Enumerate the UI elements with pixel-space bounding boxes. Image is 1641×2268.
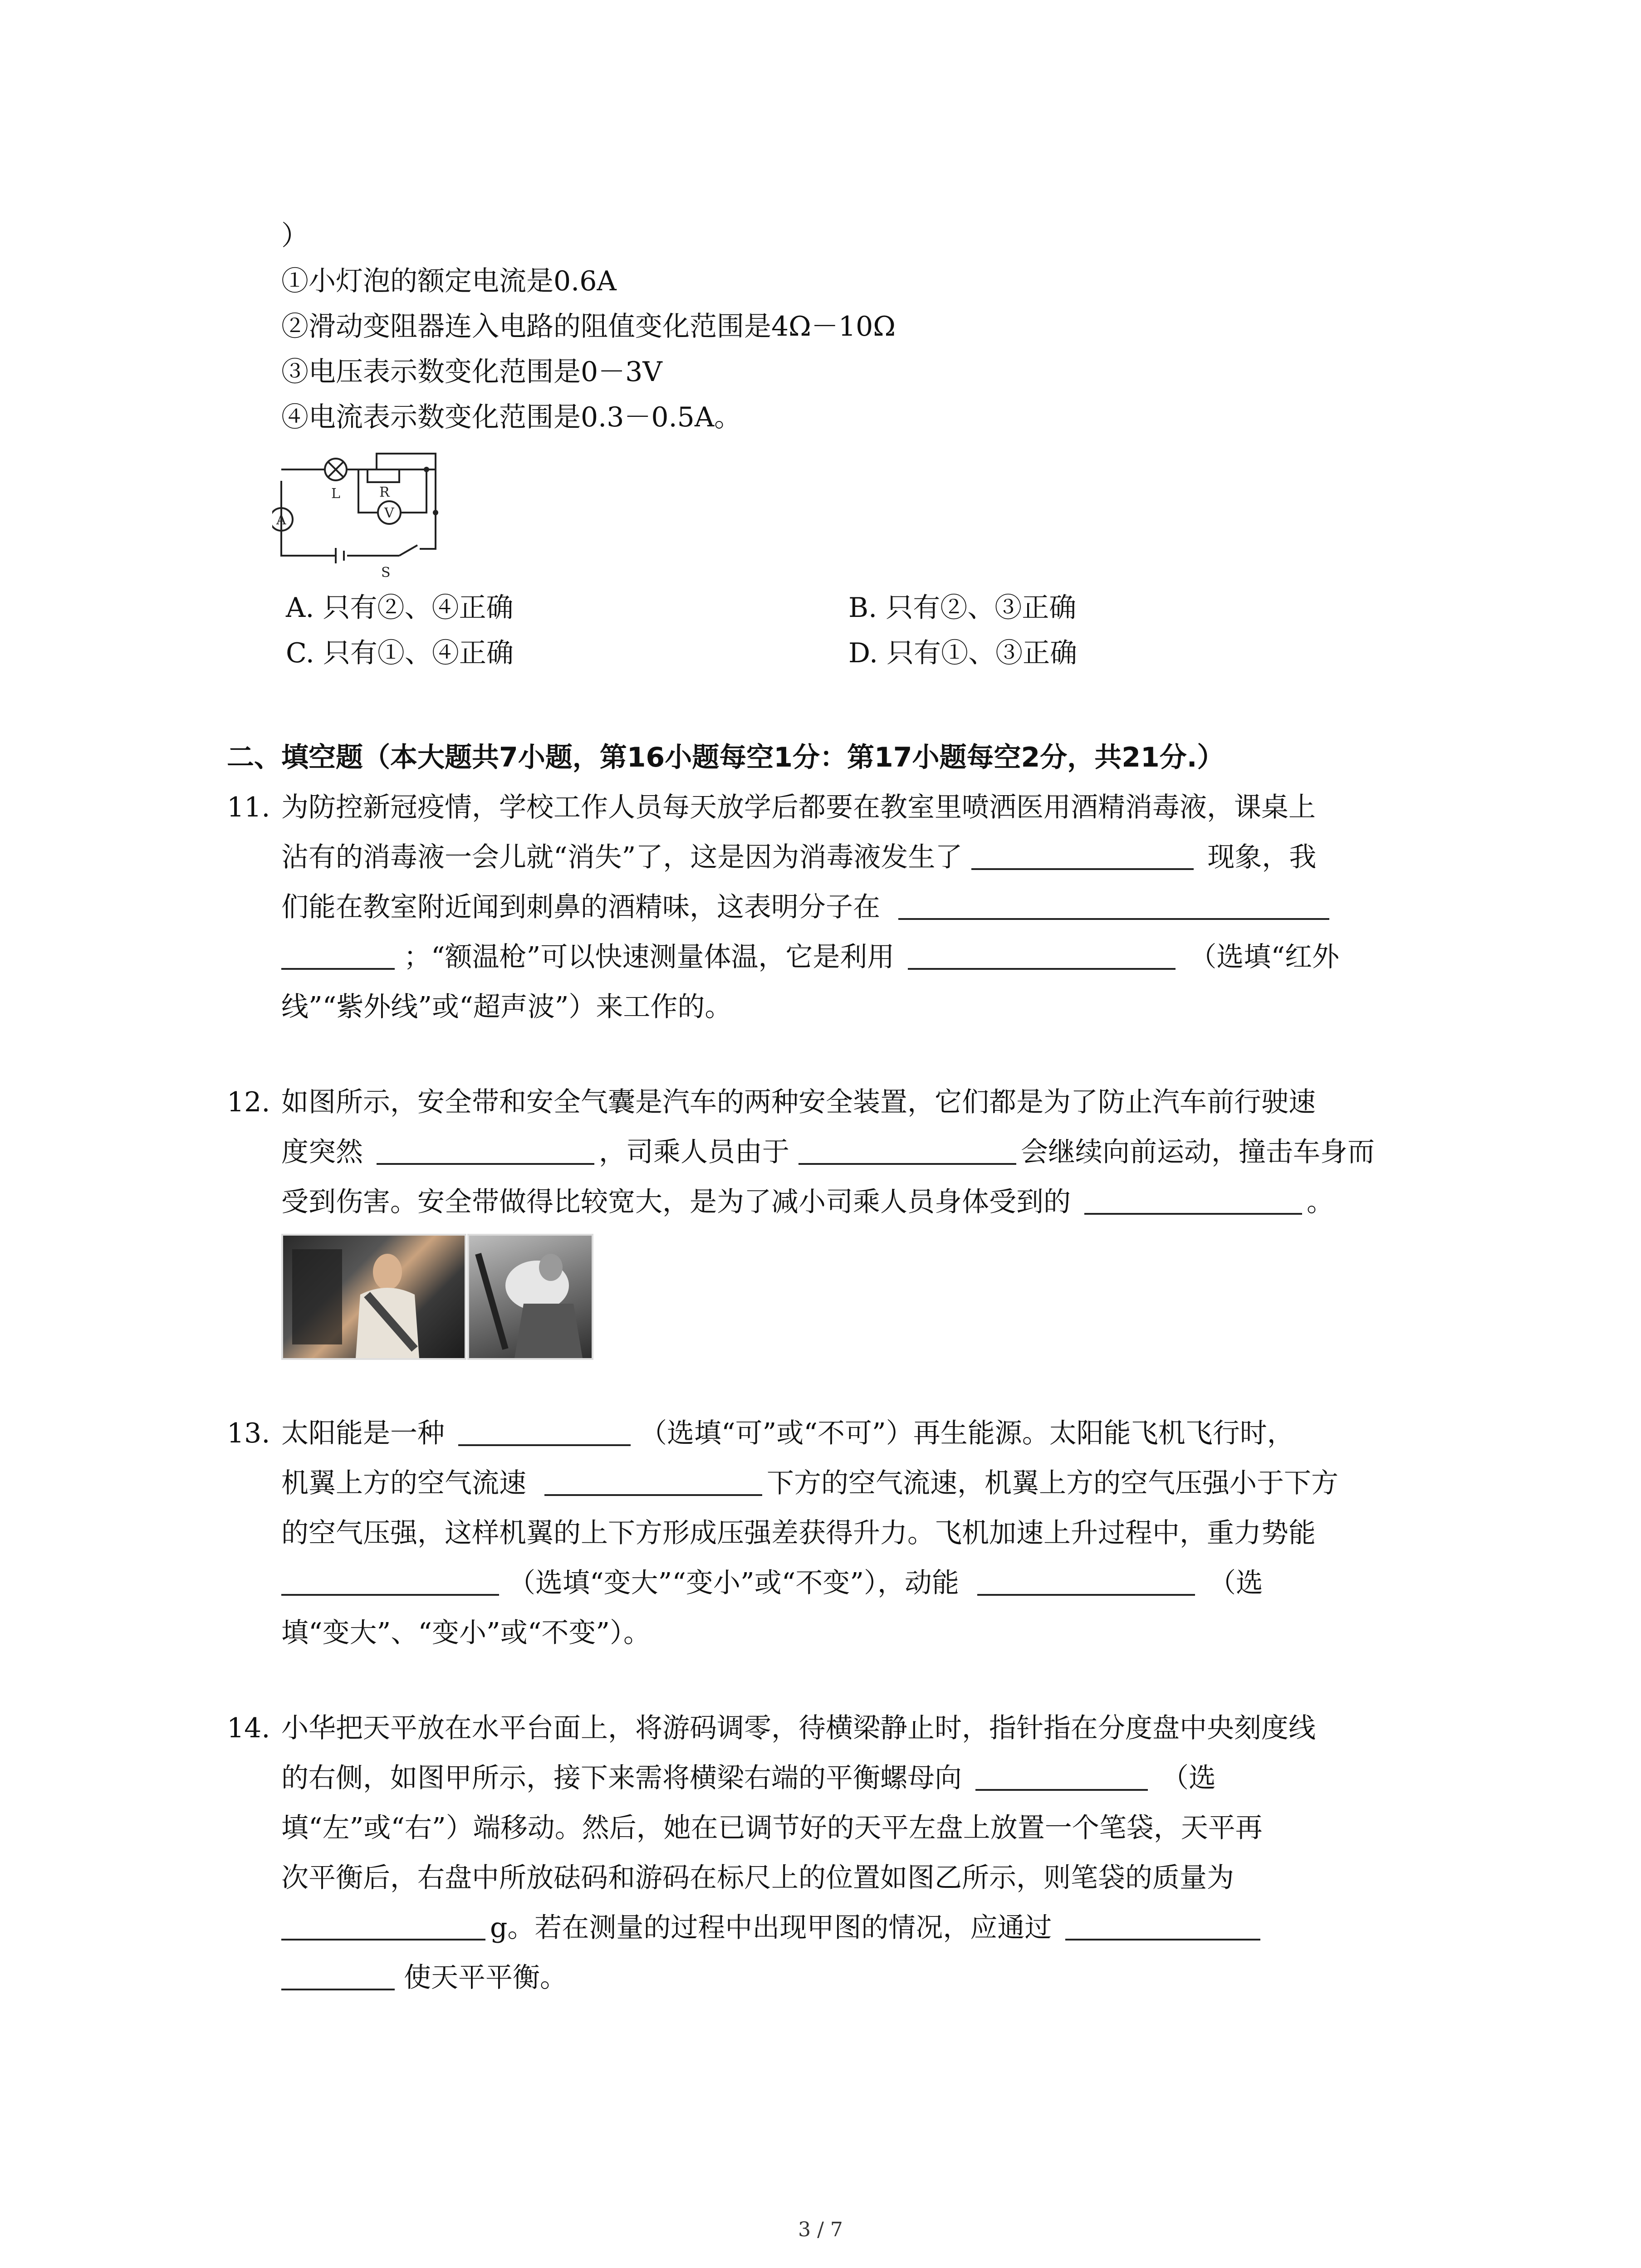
airbag-photo bbox=[467, 1234, 593, 1360]
q12-text-3b: 。 bbox=[1307, 1186, 1334, 1218]
q12-blank-1[interactable] bbox=[377, 1135, 594, 1165]
q11-text-2a: 沾有的消毒液一会儿就“消失”了，这是因为消毒液发生了 bbox=[281, 841, 963, 873]
q11-text-4a: ；“额温枪”可以快速测量体温，它是利用 bbox=[404, 941, 895, 973]
q13-line-2 bbox=[281, 1461, 1338, 1506]
q13-number: 13. bbox=[227, 1418, 270, 1449]
q11-line-1: 为防控新冠疫情，学校工作人员每天放学后都要在教室里喷洒医用酒精消毒液，课桌上 bbox=[281, 792, 1316, 823]
q13-text-2a: 机翼上方的空气流速 bbox=[281, 1467, 526, 1499]
q13-line-5: 填“变大”、“变小”或“不变”）。 bbox=[281, 1617, 651, 1649]
q12-line-2 bbox=[281, 1129, 1375, 1175]
q11-blank-2-cont[interactable] bbox=[281, 940, 395, 970]
q11-number: 11. bbox=[227, 792, 270, 823]
q11-text-2b: 现象，我 bbox=[1207, 841, 1317, 873]
q14-number: 14. bbox=[227, 1712, 270, 1744]
q13-text-4b: （选 bbox=[1209, 1567, 1264, 1599]
seatbelt-photo bbox=[281, 1234, 466, 1360]
q12-line-1: 如图所示，安全带和安全气囊是汽车的两种安全装置，它们都是为了防止汽车前行驶速 bbox=[281, 1086, 1316, 1118]
q12-text-2b: ，司乘人员由于 bbox=[599, 1136, 789, 1168]
q13-line-4 bbox=[281, 1560, 1263, 1606]
q13-text-4a: （选填“变大”“变小”或“不变”），动能 bbox=[508, 1567, 960, 1599]
q10-statement-1: ①小灯泡的额定电流是0.6A bbox=[281, 265, 617, 297]
q11-line-3 bbox=[281, 885, 1329, 930]
q13-blank-2[interactable] bbox=[544, 1466, 762, 1496]
q12-text-2a: 度突然 bbox=[281, 1136, 363, 1168]
section-heading: 二、填空题（本大题共7小题，第16小题每空1分：第17小题每空2分，共21分.） bbox=[227, 742, 1225, 773]
q12-blank-2[interactable] bbox=[798, 1135, 1016, 1165]
q11-text-3: 们能在教室附近闻到刺鼻的酒精味，这表明分子在 bbox=[281, 891, 880, 923]
circuit-label-r: R bbox=[379, 484, 390, 500]
q13-blank-3[interactable] bbox=[281, 1566, 499, 1596]
q11-line-4 bbox=[281, 934, 1339, 980]
q10-cont: ） bbox=[281, 220, 309, 252]
q14-line-4: 次平衡后，右盘中所放砝码和游码在标尺上的位置如图乙所示，则笔袋的质量为 bbox=[281, 1862, 1234, 1894]
q14-text-6b: 使天平平衡。 bbox=[404, 1962, 567, 1994]
q10-statement-3: ③电压表示数变化范围是0－3V bbox=[281, 356, 662, 388]
q14-line-1: 小华把天平放在水平台面上，将游码调零，待横梁静止时，指针指在分度盘中央刻度线 bbox=[281, 1712, 1316, 1744]
q14-blank-2[interactable] bbox=[281, 1911, 485, 1941]
page-number: 3 / 7 bbox=[798, 2218, 843, 2241]
q14-blank-1[interactable] bbox=[975, 1761, 1148, 1791]
q10-statement-2: ②滑动变阻器连入电路的阻值变化范围是4Ω－10Ω bbox=[281, 311, 896, 342]
circuit-label-s: S bbox=[381, 565, 391, 581]
q13-text-1a: 太阳能是一种 bbox=[281, 1418, 445, 1449]
q14-text-5a: g。若在测量的过程中出现甲图的情况，应通过 bbox=[490, 1912, 1052, 1944]
q14-blank-3[interactable] bbox=[1065, 1911, 1260, 1941]
q13-text-2b: 下方的空气流速，机翼上方的空气压强小于下方 bbox=[767, 1467, 1338, 1499]
q14-line-3: 填“左”或“右”）端移动。然后，她在已调节好的天平左盘上放置一个笔袋，天平再 bbox=[281, 1812, 1263, 1844]
circuit-label-l: L bbox=[331, 486, 340, 502]
q13-line-1 bbox=[281, 1411, 1294, 1456]
q14-blank-3-cont[interactable] bbox=[281, 1960, 395, 1990]
circuit-diagram bbox=[272, 445, 463, 581]
q12-text-3a: 受到伤害。安全带做得比较宽大，是为了减小司乘人员身体受到的 bbox=[281, 1186, 1071, 1218]
q13-blank-1[interactable] bbox=[458, 1416, 631, 1446]
q12-number: 12. bbox=[227, 1086, 270, 1118]
q12-line-3 bbox=[281, 1179, 1334, 1225]
q13-line-3: 的空气压强，这样机翼的上下方形成压强差获得升力。飞机加速上升过程中，重力势能 bbox=[281, 1517, 1316, 1549]
q12-blank-3[interactable] bbox=[1084, 1185, 1302, 1215]
q12-text-2c: 会继续向前运动，撞击车身而 bbox=[1021, 1136, 1375, 1168]
q14-text-2a: 的右侧，如图甲所示，接下来需将横梁右端的平衡螺母向 bbox=[281, 1762, 962, 1794]
q11-blank-2[interactable] bbox=[898, 890, 1329, 920]
q11-text-4b: （选填“红外 bbox=[1189, 941, 1340, 973]
q10-option-b: B. 只有②、③正确 bbox=[848, 592, 1077, 624]
q11-line-5: 线”“紫外线”或“超声波”）来工作的。 bbox=[281, 991, 732, 1023]
circuit-label-v: V bbox=[384, 505, 394, 521]
q11-blank-3[interactable] bbox=[908, 940, 1176, 970]
q14-text-2b: （选 bbox=[1161, 1762, 1216, 1794]
q13-blank-4[interactable] bbox=[977, 1566, 1195, 1596]
q10-option-a: A. 只有②、④正确 bbox=[286, 592, 514, 624]
q11-line-2 bbox=[281, 835, 1316, 880]
q11-blank-1[interactable] bbox=[971, 840, 1194, 870]
q14-line-5 bbox=[281, 1905, 1260, 1950]
q13-text-1b: （选填“可”或“不可”）再生能源。太阳能飞机飞行时， bbox=[640, 1418, 1294, 1449]
q14-line-6 bbox=[281, 1955, 567, 2000]
q14-line-2 bbox=[281, 1755, 1216, 1801]
q10-option-d: D. 只有①、③正确 bbox=[848, 637, 1078, 669]
q10-statement-4: ④电流表示数变化范围是0.3－0.5A。 bbox=[281, 401, 742, 433]
q10-option-c: C. 只有①、④正确 bbox=[286, 637, 514, 669]
circuit-label-a: A bbox=[276, 512, 286, 528]
